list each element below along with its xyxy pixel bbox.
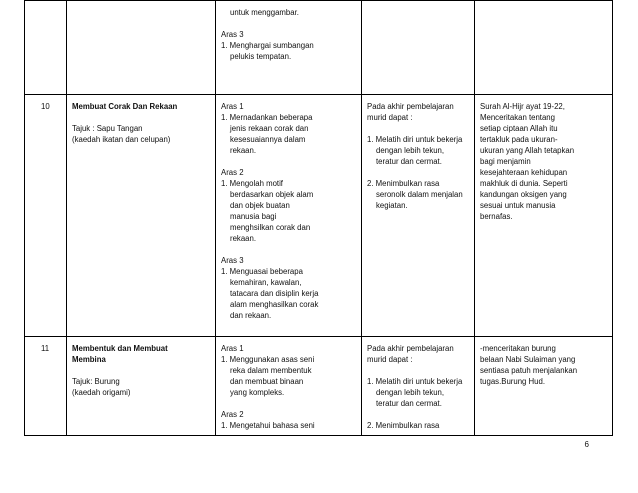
level-objectives-cell: [216, 95, 362, 337]
cell-text-line: kemahiran, kawalan,: [230, 278, 302, 287]
cell-text-line: Membuat Corak Dan Rekaan: [72, 102, 178, 111]
topic-cell: [67, 1, 216, 95]
cell-text-line: menghsilkan corak dan: [230, 223, 311, 232]
cell-text-line: Surah Al-Hijr ayat 19-22,: [480, 102, 565, 111]
row-number-cell: 11: [25, 337, 67, 436]
cell-text-line: Menceritakan tentang: [480, 113, 555, 122]
cell-text-line: murid dapat :: [367, 355, 413, 364]
cell-text-line: rekaan.: [230, 234, 257, 243]
cell-text-line: alam menghasilkan corak: [230, 300, 319, 309]
cell-text-line: Pada akhir pembelajaran: [367, 102, 454, 111]
cell-text-line: 1. Menguasai beberapa: [221, 267, 303, 276]
cell-text-line: tertakluk pada ukuran-: [480, 135, 558, 144]
row-number-cell: [25, 1, 67, 95]
cell-text-line: dan objek buatan: [230, 201, 290, 210]
cell-text-line: berdasarkan objek alam: [230, 190, 314, 199]
cell-text-line: tatacara dan disiplin kerja: [230, 289, 319, 298]
table-row: [25, 1, 613, 95]
cell-text-line: 1. Melatih diri untuk bekerja: [367, 377, 463, 386]
cell-text-line: 2. Menimbulkan rasa: [367, 179, 440, 188]
cell-text-line: [367, 123, 470, 134]
cell-text-line: 1. Melatih diri untuk bekerja: [367, 135, 463, 144]
cell-text-line: setiap ciptaan Allah itu: [480, 124, 558, 133]
cell-text-line: Aras 1: [221, 102, 244, 111]
cell-text-line: [221, 398, 357, 409]
cell-text-line: [221, 18, 357, 29]
cell-text-line: Aras 2: [221, 168, 244, 177]
cell-text-line: [221, 244, 357, 255]
cell-text-line: Aras 2: [221, 410, 244, 419]
cell-text-line: untuk menggambar.: [230, 8, 299, 17]
lesson-plan-table: [24, 0, 613, 436]
cell-text-line: kesejahteraan kehidupan: [480, 168, 568, 177]
integration-cell: [475, 337, 613, 436]
cell-text-line: Pada akhir pembelajaran: [367, 344, 454, 353]
cell-text-line: bagi menjamin: [480, 157, 531, 166]
cell-text-line: kegiatan.: [376, 201, 408, 210]
cell-text-line: dan membuat binaan: [230, 377, 304, 386]
cell-text-line: 1. Mengetahui bahasa seni: [221, 421, 315, 430]
cell-text-line: [72, 365, 211, 376]
cell-text-line: kandungan oksigen yang: [480, 190, 567, 199]
cell-text-line: Membina: [72, 355, 106, 364]
page-number: 6: [584, 440, 589, 449]
integration-cell: [475, 1, 613, 95]
cell-text-line: Tajuk: Burung: [72, 377, 120, 386]
cell-text-line: kesesuaiannya dalam: [230, 135, 306, 144]
cell-text-line: [72, 112, 211, 123]
integration-cell: [475, 95, 613, 337]
cell-text-line: Aras 3: [221, 30, 244, 39]
cell-text-line: teratur dan cermat.: [376, 157, 442, 166]
cell-text-line: bernafas.: [480, 212, 513, 221]
cell-text-line: [367, 167, 470, 178]
learning-outcomes-cell: [362, 1, 475, 95]
cell-text-line: Aras 1: [221, 344, 244, 353]
cell-text-line: pelukis tempatan.: [230, 52, 292, 61]
cell-text-line: [221, 156, 357, 167]
cell-text-line: 1. Menghargai sumbangan: [221, 41, 314, 50]
cell-text-line: makhluk di dunia. Seperti: [480, 179, 568, 188]
cell-text-line: seronolk dalam menjalan: [376, 190, 463, 199]
cell-text-line: 2. Menimbulkan rasa: [367, 421, 440, 430]
cell-text-line: teratur dan cermat.: [376, 399, 442, 408]
cell-text-line: dan rekaan.: [230, 311, 272, 320]
cell-text-line: [367, 365, 470, 376]
cell-text-line: yang kompleks.: [230, 388, 285, 397]
cell-text-line: jenis rekaan corak dan: [230, 124, 309, 133]
cell-text-line: tugas.Burung Hud.: [480, 377, 546, 386]
table-row: [25, 337, 613, 436]
learning-outcomes-cell: [362, 337, 475, 436]
learning-outcomes-cell: [362, 95, 475, 337]
cell-text-line: sentiasa patuh menjalankan: [480, 366, 578, 375]
row-number-cell: 10: [25, 95, 67, 337]
cell-text-line: (kaedah ikatan dan celupan): [72, 135, 171, 144]
cell-text-line: 1. Menggunakan asas seni: [221, 355, 315, 364]
table-row: [25, 95, 613, 337]
topic-cell: [67, 95, 216, 337]
cell-text-line: sesuai untuk manusia: [480, 201, 556, 210]
cell-text-line: dengan lebih tekun,: [376, 146, 445, 155]
cell-text-line: ukuran yang Allah tetapkan: [480, 146, 575, 155]
cell-text-line: 1. Mernadankan beberapa: [221, 113, 313, 122]
cell-text-line: [367, 409, 470, 420]
cell-text-line: -menceritakan burung: [480, 344, 556, 353]
cell-text-line: manusia bagi: [230, 212, 277, 221]
level-objectives-cell: [216, 1, 362, 95]
cell-text-line: belaan Nabi Sulaiman yang: [480, 355, 576, 364]
cell-text-line: dengan lebih tekun,: [376, 388, 445, 397]
cell-text-line: 1. Mengolah motif: [221, 179, 283, 188]
cell-text-line: murid dapat :: [367, 113, 413, 122]
level-objectives-cell: [216, 337, 362, 436]
cell-text-line: rekaan.: [230, 146, 257, 155]
cell-text-line: Aras 3: [221, 256, 244, 265]
cell-text-line: Tajuk : Sapu Tangan: [72, 124, 143, 133]
cell-text-line: Membentuk dan Membuat: [72, 344, 168, 353]
cell-text-line: (kaedah origami): [72, 388, 131, 397]
topic-cell: [67, 337, 216, 436]
cell-text-line: reka dalam membentuk: [230, 366, 312, 375]
